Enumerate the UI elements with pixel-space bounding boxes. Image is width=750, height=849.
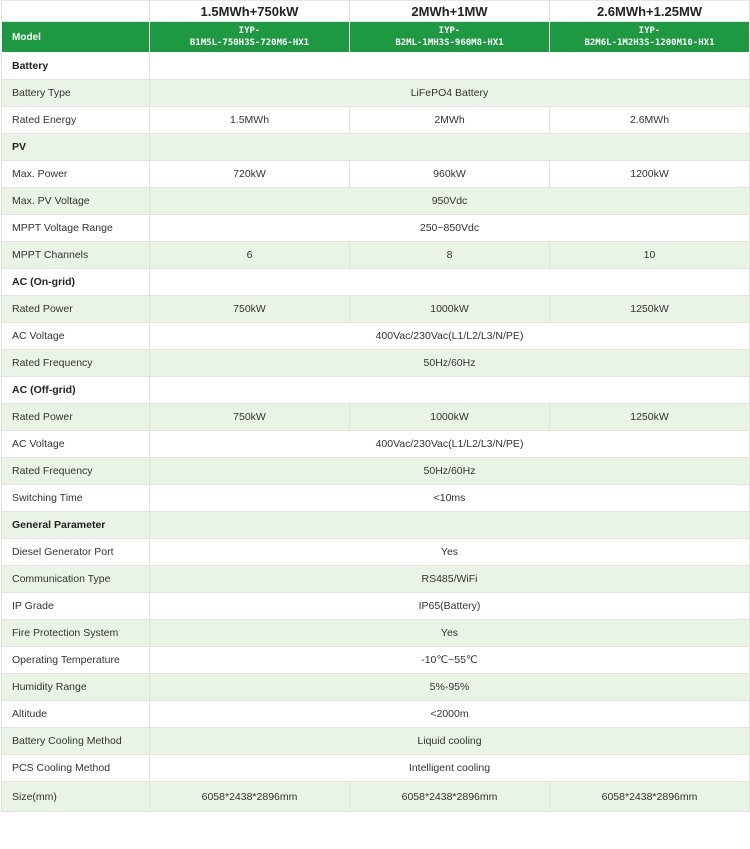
row-label: PCS Cooling Method	[2, 755, 150, 782]
row-label: Rated Frequency	[2, 458, 150, 485]
row-on-ac-voltage	[2, 323, 750, 350]
row-label: AC Voltage	[2, 323, 150, 350]
row-max-power	[2, 161, 750, 188]
model-code-2	[350, 22, 550, 53]
row-value: 50Hz/60Hz	[150, 458, 750, 485]
model-row	[2, 22, 750, 53]
row-label: Battery Cooling Method	[2, 728, 150, 755]
row-label: Diesel Generator Port	[2, 539, 150, 566]
row-value-2: 8	[350, 242, 550, 269]
section-battery	[2, 53, 750, 80]
row-label: Rated Energy	[2, 107, 150, 134]
row-value: <2000m	[150, 701, 750, 728]
row-value-1: 750kW	[150, 404, 350, 431]
section-ac-on-grid	[2, 269, 750, 296]
model-code-suffix: B2M6L-1M2H3S-1200M10-HX1	[584, 38, 715, 48]
row-mppt-range	[2, 215, 750, 242]
row-mppt-channels	[2, 242, 750, 269]
row-label: MPPT Channels	[2, 242, 150, 269]
row-label: Humidity Range	[2, 674, 150, 701]
row-ip-grade	[2, 593, 750, 620]
row-label: Altitude	[2, 701, 150, 728]
row-label: Communication Type	[2, 566, 150, 593]
row-value-2: 2MWh	[350, 107, 550, 134]
row-off-ac-voltage	[2, 431, 750, 458]
model-code-prefix: IYP-	[638, 26, 661, 36]
model-code-prefix: IYP-	[438, 26, 461, 36]
row-label: AC Voltage	[2, 431, 150, 458]
row-operating-temperature	[2, 647, 750, 674]
config-title-3: 2.6MWh+1.25MW	[550, 1, 750, 22]
section-pv	[2, 134, 750, 161]
row-on-rated-frequency	[2, 350, 750, 377]
row-label: Max. PV Voltage	[2, 188, 150, 215]
spec-table	[1, 0, 750, 812]
row-value-2: 960kW	[350, 161, 550, 188]
section-fill	[150, 53, 750, 80]
row-value: Intelligent cooling	[150, 755, 750, 782]
row-off-rated-frequency	[2, 458, 750, 485]
row-value-3: 2.6MWh	[550, 107, 750, 134]
row-battery-cooling	[2, 728, 750, 755]
row-label: IP Grade	[2, 593, 150, 620]
row-value-3: 1250kW	[550, 404, 750, 431]
section-ac-off-grid	[2, 377, 750, 404]
model-label: Model	[2, 22, 150, 53]
row-label: Operating Temperature	[2, 647, 150, 674]
section-title: Battery	[2, 53, 150, 80]
row-size	[2, 782, 750, 812]
config-header-row	[2, 1, 750, 22]
model-code-prefix: IYP-	[238, 26, 261, 36]
row-value: 950Vdc	[150, 188, 750, 215]
row-label: Rated Power	[2, 404, 150, 431]
row-value-1: 6058*2438*2896mm	[150, 782, 350, 812]
row-battery-type	[2, 80, 750, 107]
row-value-3: 1200kW	[550, 161, 750, 188]
section-fill	[150, 512, 750, 539]
corner-cell	[2, 1, 150, 22]
section-fill	[150, 377, 750, 404]
row-label: Switching Time	[2, 485, 150, 512]
row-value: 400Vac/230Vac(L1/L2/L3/N/PE)	[150, 323, 750, 350]
row-value: Yes	[150, 539, 750, 566]
section-fill	[150, 269, 750, 296]
row-label: MPPT Voltage Range	[2, 215, 150, 242]
row-altitude	[2, 701, 750, 728]
row-value-2: 1000kW	[350, 404, 550, 431]
row-max-pv-voltage	[2, 188, 750, 215]
model-code-suffix: B1M5L-750H3S-720M6-HX1	[189, 38, 310, 48]
section-general-parameter	[2, 512, 750, 539]
row-value-1: 720kW	[150, 161, 350, 188]
row-switching-time	[2, 485, 750, 512]
row-humidity-range	[2, 674, 750, 701]
row-off-rated-power	[2, 404, 750, 431]
row-fire-protection	[2, 620, 750, 647]
row-diesel-port	[2, 539, 750, 566]
row-value: 250~850Vdc	[150, 215, 750, 242]
row-label: Max. Power	[2, 161, 150, 188]
row-label: Battery Type	[2, 80, 150, 107]
section-fill	[150, 134, 750, 161]
config-title-2: 2MWh+1MW	[350, 1, 550, 22]
config-title-1: 1.5MWh+750kW	[150, 1, 350, 22]
row-value: Liquid cooling	[150, 728, 750, 755]
row-on-rated-power	[2, 296, 750, 323]
row-value-1: 1.5MWh	[150, 107, 350, 134]
row-value-3: 1250kW	[550, 296, 750, 323]
row-pcs-cooling	[2, 755, 750, 782]
section-title: General Parameter	[2, 512, 150, 539]
row-value: 50Hz/60Hz	[150, 350, 750, 377]
row-label: Rated Frequency	[2, 350, 150, 377]
row-value: -10℃~55℃	[150, 647, 750, 674]
row-value-3: 10	[550, 242, 750, 269]
model-code-suffix: B2ML-1MH3S-960M8-HX1	[395, 38, 504, 48]
section-title: PV	[2, 134, 150, 161]
section-title: AC (On-grid)	[2, 269, 150, 296]
row-value: LiFePO4 Battery	[150, 80, 750, 107]
row-label: Rated Power	[2, 296, 150, 323]
row-value: RS485/WiFi	[150, 566, 750, 593]
row-value: IP65(Battery)	[150, 593, 750, 620]
row-label: Fire Protection System	[2, 620, 150, 647]
row-value: <10ms	[150, 485, 750, 512]
row-value-1: 6	[150, 242, 350, 269]
row-value: Yes	[150, 620, 750, 647]
row-value: 5%-95%	[150, 674, 750, 701]
row-value-3: 6058*2438*2896mm	[550, 782, 750, 812]
section-title: AC (Off-grid)	[2, 377, 150, 404]
row-value-1: 750kW	[150, 296, 350, 323]
row-label: Size(mm)	[2, 782, 150, 812]
row-rated-energy	[2, 107, 750, 134]
model-code-1	[150, 22, 350, 53]
model-code-3	[550, 22, 750, 53]
row-value-2: 1000kW	[350, 296, 550, 323]
row-value-2: 6058*2438*2896mm	[350, 782, 550, 812]
row-value: 400Vac/230Vac(L1/L2/L3/N/PE)	[150, 431, 750, 458]
row-communication-type	[2, 566, 750, 593]
